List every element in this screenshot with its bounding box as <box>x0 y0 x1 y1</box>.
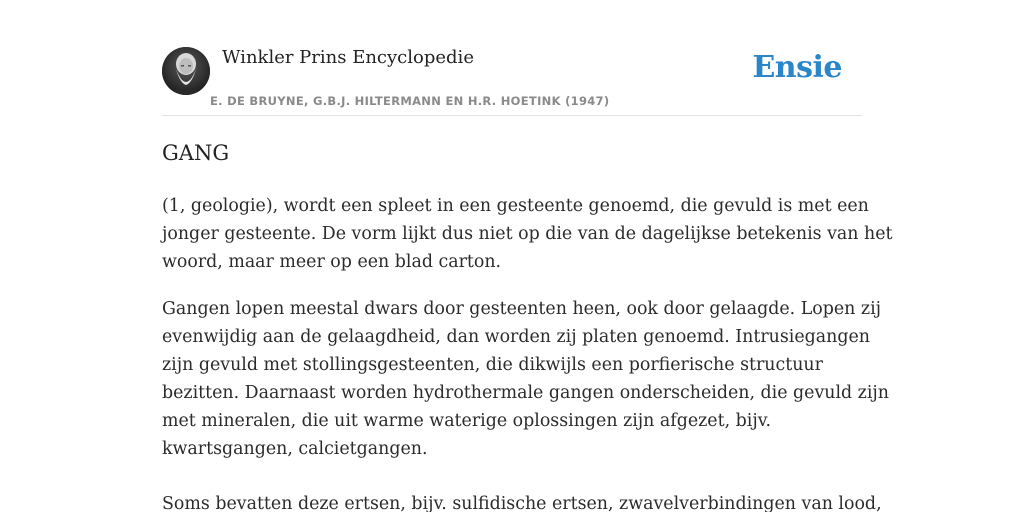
paragraph-line: woord, maar meer op een blad carton. <box>162 252 502 272</box>
brand-logo-link[interactable]: Ensie <box>752 50 842 85</box>
paragraph-line: jonger gesteente. De vorm lijkt dus niet op die van de dagelijkse betekenis van het <box>162 224 893 244</box>
article-paragraph <box>162 192 893 276</box>
paragraph-line: Soms bevatten deze ertsen, bijv. sulfidische ertsen, zwavelverbindingen van lood, <box>162 494 882 512</box>
paragraph-line: bezitten. Daarnaast worden hydrothermale gangen onderscheiden, die gevuld zijn <box>162 383 890 403</box>
article-title: GANG <box>162 141 230 165</box>
paragraph-line: evenwijdig aan de gelaagdheid, dan worden zij platen genoemd. Intrusiegangen <box>162 327 870 347</box>
paragraph-line: Gangen lopen meestal dwars door gesteenten heen, ook door gelaagde. Lopen zij <box>162 299 882 319</box>
source-header <box>162 44 862 116</box>
article-paragraph <box>162 295 889 463</box>
paragraph-line: met mineralen, die uit warme waterige oplossingen zijn afgezet, bijv. <box>162 411 772 431</box>
paragraph-line: zijn gevuld met stollingsgesteenten, die dikwijls een porfierische structuur <box>162 355 823 375</box>
paragraph-line: (1, geologie), wordt een spleet in een gesteente genoemd, die gevuld is met een <box>162 196 869 216</box>
source-title[interactable]: Winkler Prins Encyclopedie <box>222 47 474 68</box>
source-authors: E. DE BRUYNE, G.B.J. HILTERMANN EN H.R. HOETINK (1947) <box>210 94 610 108</box>
author-avatar <box>162 47 210 95</box>
portrait-photo-icon <box>162 47 210 95</box>
article-paragraph <box>162 490 882 512</box>
paragraph-line: kwartsgangen, calcietgangen. <box>162 439 428 459</box>
